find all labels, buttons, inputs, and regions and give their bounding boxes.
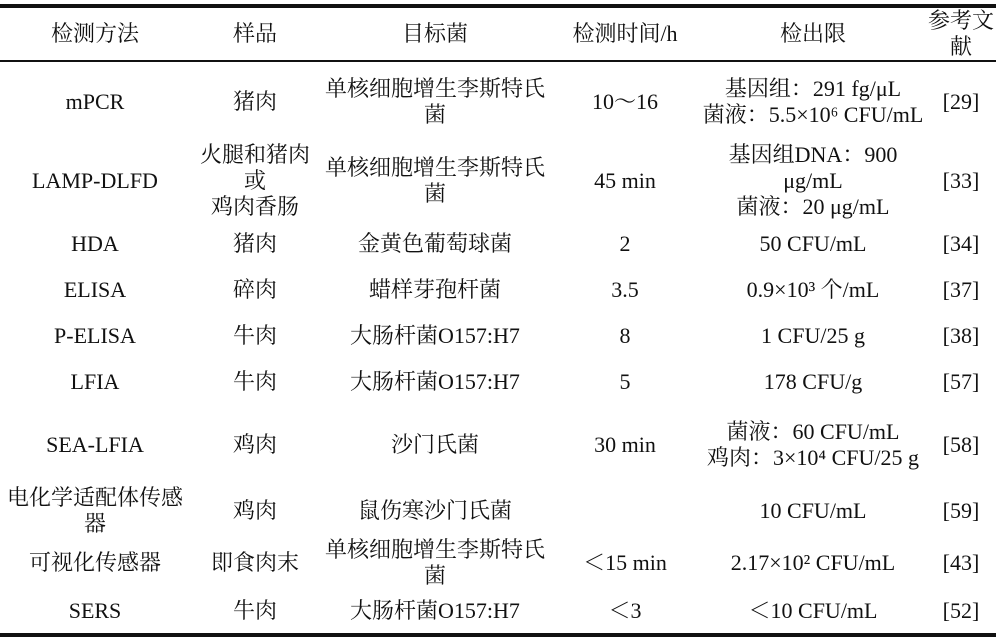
cell-method: ELISA [63,277,127,302]
cell-sample [190,359,320,405]
cell-sample [190,537,320,589]
cell-time: 10～16 [591,88,658,114]
cell-reference: [59] [942,498,980,523]
table-row [0,359,996,405]
cell-limit [700,313,926,359]
cell-method: SEA-LFIA [46,432,144,457]
cell-sample [190,313,320,359]
header-reference: 参考文献 [927,8,994,59]
table-row [0,141,996,221]
cell-target: 蜡样芽孢杆菌 [368,277,501,302]
cell-sample-line: 牛肉 [232,598,277,623]
table-row [0,537,996,589]
cell-time: 45 min [594,168,656,193]
cell-limit [700,61,926,141]
cell-reference: [33] [942,168,980,193]
header-time: 检测时间/h [550,6,700,61]
header-sample: 样品 [190,6,320,61]
cell-target: 沙门氏菌 [390,432,479,457]
cell-reference: [29] [942,88,980,114]
cell-target: 单核细胞增生李斯特氏菌 [324,537,545,588]
cell-sample-line: 猪肉 [232,88,277,114]
cell-sample [190,485,320,537]
cell-limit-line: 菌液：5.5×10⁶ CFU/mL [702,101,924,127]
cell-time: 5 [619,369,631,394]
table-row [0,221,996,267]
cell-limit-line: 178 CFU/g [763,369,863,394]
cell-sample [190,267,320,313]
cell-limit-line: 菌液：60 CFU/mL [726,419,900,444]
cell-time: 3.5 [611,277,639,302]
cell-limit-line: 菌液：20 μg/mL [736,194,890,219]
cell-limit [700,267,926,313]
cell-reference: [34] [942,231,980,256]
cell-limit [700,485,926,537]
table-row [0,61,996,141]
cell-time: 30 min [594,432,656,457]
cell-time: 2 [619,231,631,256]
cell-sample [190,221,320,267]
cell-limit [700,141,926,221]
table-row [0,313,996,359]
cell-method: 电化学适配体传感器 [6,485,183,536]
cell-reference: [58] [942,432,980,457]
cell-target: 单核细胞增生李斯特氏菌 [324,155,545,206]
cell-limit-line: 鸡肉：3×10⁴ CFU/25 g [707,445,919,470]
cell-method: 可视化传感器 [28,550,161,575]
cell-time: ＜15 min [583,550,667,575]
header-row [0,6,996,61]
table-row [0,267,996,313]
cell-reference: [37] [942,277,980,302]
cell-target: 大肠杆菌O157:H7 [350,323,520,348]
cell-limit-line: ＜10 CFU/mL [748,598,878,623]
cell-limit-line: 基因组：291 fg/μL [724,75,902,101]
detection-methods-table [0,4,996,637]
table-row [0,405,996,485]
cell-target: 鼠伤寒沙门氏菌 [357,498,512,523]
cell-limit [700,537,926,589]
header-target: 目标菌 [320,6,550,61]
cell-limit [700,589,926,635]
header-method: 检测方法 [0,6,190,61]
cell-sample-line: 火腿和猪肉或 [199,142,310,193]
cell-limit [700,359,926,405]
table-row [0,589,996,635]
cell-time [550,485,700,537]
cell-target: 单核细胞增生李斯特氏菌 [324,75,545,127]
cell-method: HDA [71,231,119,256]
cell-sample-line: 鸡肉 [232,432,277,457]
cell-method: SERS [0,589,190,635]
cell-limit [700,405,926,485]
cell-reference: [43] [942,550,980,575]
cell-time: ＜3 [550,589,700,635]
cell-method: LAMP-DLFD [32,168,158,193]
cell-limit [700,221,926,267]
cell-sample-line: 鸡肉 [232,498,277,523]
cell-limit-line: 2.17×10² CFU/mL [730,550,896,575]
cell-method: P-ELISA [54,323,136,348]
cell-limit-line: 基因组DNA：900 μg/mL [728,142,898,193]
cell-target: 金黄色葡萄球菌 [357,231,512,256]
cell-reference: [57] [942,369,980,394]
cell-sample-line: 牛肉 [232,369,277,394]
cell-sample-line: 鸡肉香肠 [210,194,299,219]
cell-sample [190,405,320,485]
cell-target: 大肠杆菌O157:H7 [320,589,550,635]
cell-sample-line: 牛肉 [232,323,277,348]
cell-limit-line: 50 CFU/mL [759,231,867,256]
cell-limit-line: 0.9×10³ 个/mL [746,277,880,302]
cell-method: LFIA [70,369,120,394]
cell-sample [190,141,320,221]
table-body [0,61,996,635]
cell-reference: [38] [942,323,980,348]
cell-method: mPCR [65,88,125,114]
cell-sample-line: 即食肉末 [210,550,299,575]
cell-target: 大肠杆菌O157:H7 [350,369,520,394]
table-row [0,485,996,537]
cell-reference: [52] [926,589,996,635]
cell-sample-line: 猪肉 [232,231,277,256]
header-limit: 检出限 [700,6,926,61]
cell-sample-line: 碎肉 [232,277,277,302]
cell-limit-line: 10 CFU/mL [759,498,867,523]
table-header [0,6,996,61]
cell-limit-line: 1 CFU/25 g [761,323,865,348]
cell-sample [190,589,320,635]
cell-time: 8 [619,323,631,348]
cell-sample [190,61,320,141]
